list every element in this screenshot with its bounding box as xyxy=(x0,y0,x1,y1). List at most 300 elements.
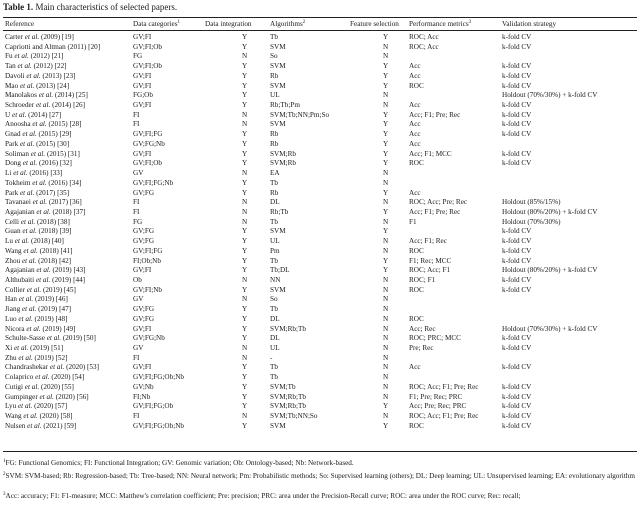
cell-feature-selection: N xyxy=(383,373,389,382)
cell-validation-strategy: k-fold CV xyxy=(502,402,532,411)
cell-performance-metrics: F1; Rec; MCC xyxy=(409,256,452,265)
cell-data-integration: N xyxy=(242,110,248,119)
table-row xyxy=(0,333,640,343)
cell-feature-selection: Y xyxy=(383,130,389,139)
cell-reference: Mao et al. (2013) [24] xyxy=(5,81,70,90)
cell-algorithms: SVM xyxy=(270,120,286,129)
cell-reference: Tan et al. (2012) [22] xyxy=(5,62,67,71)
cell-feature-selection: N xyxy=(383,392,389,401)
cell-data-integration: Y xyxy=(242,139,248,148)
table-row xyxy=(0,119,640,129)
cell-data-integration: Y xyxy=(242,421,248,430)
table-row xyxy=(0,178,640,188)
cell-reference: Jiang et al. (2019) [47] xyxy=(5,305,72,314)
cell-algorithms: Rb xyxy=(270,71,279,80)
cell-feature-selection: N xyxy=(383,276,389,284)
cell-feature-selection: N xyxy=(383,217,389,226)
table-row xyxy=(0,61,640,71)
cell-reference: Han et al. (2019) [46] xyxy=(5,295,68,304)
table-row xyxy=(0,139,640,149)
cell-algorithms: Rb;Tb;Pm xyxy=(270,101,300,110)
cell-validation-strategy: k-fold CV xyxy=(502,62,532,71)
table-label: Table 1. xyxy=(3,2,34,12)
cell-feature-selection: Y xyxy=(383,402,389,411)
cell-data-integration: Y xyxy=(242,91,248,100)
cell-algorithms: DL xyxy=(270,198,280,207)
header-rule xyxy=(3,30,637,31)
table-row xyxy=(0,129,640,139)
cell-data-integration: Y xyxy=(242,188,248,197)
cell-validation-strategy: k-fold CV xyxy=(502,237,532,246)
cell-performance-metrics: Acc xyxy=(409,101,421,110)
cell-performance-metrics: Pre; Rec xyxy=(409,344,434,353)
cell-algorithms: Rb;Tb xyxy=(270,207,289,216)
cell-validation-strategy: k-fold CV xyxy=(502,159,532,168)
cell-reference: Cutigi et al. (2020) [55] xyxy=(5,382,74,391)
cell-reference: Lyu et al. (2020) [57] xyxy=(5,402,68,411)
cell-validation-strategy: k-fold CV xyxy=(502,412,532,421)
table-row xyxy=(0,81,640,91)
cell-data-categories: GV;FI;Nb xyxy=(133,285,163,294)
cell-feature-selection: N xyxy=(383,246,389,255)
cell-algorithms: SVM;Tb;NN;Pm;So xyxy=(270,110,330,119)
cell-data-integration: N xyxy=(242,295,248,304)
cell-validation-strategy: k-fold CV xyxy=(502,33,532,41)
cell-algorithms: Tb xyxy=(270,256,278,265)
cell-performance-metrics: Acc; F1; MCC xyxy=(409,149,452,158)
table-row xyxy=(0,42,640,52)
table-row xyxy=(0,324,640,334)
table-row xyxy=(0,197,640,207)
cell-algorithms: Tb xyxy=(270,305,278,314)
cell-validation-strategy: k-fold CV xyxy=(502,334,532,343)
cell-algorithms: DL xyxy=(270,314,280,323)
cell-data-integration: Y xyxy=(242,256,248,265)
cell-performance-metrics: ROC xyxy=(409,314,424,323)
cell-feature-selection: N xyxy=(383,324,389,333)
table-row xyxy=(0,51,640,61)
cell-data-categories: GV;FI xyxy=(133,71,152,80)
table-row xyxy=(0,246,640,256)
cell-data-categories: GV;FI;FG;Nb xyxy=(133,178,174,187)
table-row xyxy=(0,421,640,431)
table-row xyxy=(0,314,640,324)
cell-reference: Collier et al. (2019) [45] xyxy=(5,285,76,294)
cell-reference: Celli et al. (2018) [38] xyxy=(5,217,70,226)
cell-performance-metrics: F1; Pre; Rec; PRC xyxy=(409,392,463,401)
cell-reference: Agajanian et al. (2019) [43] xyxy=(5,266,86,275)
cell-reference: Wang et al. (2018) [41] xyxy=(5,246,73,255)
cell-reference: Schulte-Sasse et al. (2019) [50] xyxy=(5,334,96,343)
cell-feature-selection: Y xyxy=(383,188,389,197)
cell-feature-selection: Y xyxy=(383,71,389,80)
table-row xyxy=(0,110,640,120)
table-caption-text: Main characteristics of selected papers. xyxy=(33,2,178,12)
header-validation-strategy: Validation strategy xyxy=(502,20,557,28)
cell-feature-selection: Y xyxy=(383,81,389,90)
cell-algorithms: EA xyxy=(270,169,280,178)
cell-algorithms: SVM xyxy=(270,285,286,294)
cell-feature-selection: N xyxy=(383,363,389,372)
cell-feature-selection: Y xyxy=(383,139,389,148)
cell-validation-strategy: Holdout (70%/30%) + k-fold CV xyxy=(502,91,598,100)
cell-data-integration: Y xyxy=(242,382,248,391)
cell-reference: Tokheim et al. (2016) [34] xyxy=(5,178,82,187)
cell-data-categories: GV;FI;FG;Ob;Nb xyxy=(133,373,184,382)
cell-performance-metrics: ROC; Acc; F1 xyxy=(409,266,451,275)
header-data-categories: Data categories$^1$ xyxy=(133,20,180,28)
table-row xyxy=(0,411,640,421)
cell-performance-metrics: Acc; Rec xyxy=(409,324,436,333)
table-row xyxy=(0,188,640,198)
cell-data-integration: Y xyxy=(242,130,248,139)
table-row xyxy=(0,71,640,81)
cell-data-integration: Y xyxy=(242,392,248,401)
top-rule xyxy=(3,17,637,18)
cell-data-categories: GV;FI;FG xyxy=(133,130,163,139)
cell-data-categories: GV;FG xyxy=(133,305,155,314)
cell-algorithms: UL xyxy=(270,344,280,353)
cell-data-categories: GV;FG xyxy=(133,314,155,323)
cell-feature-selection: Y xyxy=(383,207,389,216)
cell-data-integration: N xyxy=(242,120,248,129)
table-caption xyxy=(3,2,177,12)
cell-algorithms: SVM;Rb;Tb xyxy=(270,392,306,401)
cell-validation-strategy: Holdout (80%/20%) + k-fold CV xyxy=(502,207,598,216)
cell-reference: Davoli et al. (2013) [23] xyxy=(5,71,76,80)
cell-reference: Li et al. (2016) [33] xyxy=(5,169,63,178)
cell-data-categories: Ob xyxy=(133,276,142,284)
cell-data-integration: Y xyxy=(242,237,248,246)
cell-algorithms: UL xyxy=(270,91,280,100)
cell-validation-strategy: k-fold CV xyxy=(502,382,532,391)
cell-validation-strategy: k-fold CV xyxy=(502,392,532,401)
cell-performance-metrics: Acc xyxy=(409,130,421,139)
cell-data-categories: FI xyxy=(133,120,140,129)
cell-reference: Lu et al. (2018) [40] xyxy=(5,237,64,246)
footnote-2: $^2$SVM: SVM-based; Rb: Regression-based; Tb: Tree-based; NN: Neural network; Pm: Probabilistic methods; So: Supervised learning (others); DL: Deep learning; UL: Unsupervised learning; EA: evolutionary algorithm xyxy=(3,472,635,480)
cell-data-integration: Y xyxy=(242,62,248,71)
cell-feature-selection: N xyxy=(383,101,389,110)
cell-data-integration: Y xyxy=(242,101,248,110)
cell-feature-selection: N xyxy=(383,285,389,294)
cell-reference: U et al. (2014) [27] xyxy=(5,110,62,119)
table-row xyxy=(0,285,640,295)
cell-feature-selection: N xyxy=(383,305,389,314)
cell-reference: Dong et al. (2016) [32] xyxy=(5,159,72,168)
table-row xyxy=(0,372,640,382)
cell-data-categories: GV;FI;Ob xyxy=(133,62,163,71)
header-feature-selection: Feature selection xyxy=(350,20,399,28)
cell-algorithms: Rb xyxy=(270,188,279,197)
cell-reference: Althubaiti et al. (2019) [44] xyxy=(5,276,86,284)
table-row xyxy=(0,158,640,168)
cell-algorithms: SVM xyxy=(270,42,286,51)
cell-performance-metrics: Acc xyxy=(409,62,421,71)
cell-validation-strategy: k-fold CV xyxy=(502,120,532,129)
cell-feature-selection: N xyxy=(383,42,389,51)
cell-data-categories: GV;FG xyxy=(133,237,155,246)
cell-data-integration: N xyxy=(242,276,248,284)
table-row xyxy=(0,392,640,402)
cell-feature-selection: Y xyxy=(383,266,389,275)
cell-data-categories: GV;FG xyxy=(133,227,155,236)
cell-data-categories: GV;FI xyxy=(133,363,152,372)
cell-feature-selection: N xyxy=(383,237,389,246)
cell-algorithms: UL xyxy=(270,237,280,246)
table-row xyxy=(0,207,640,217)
cell-performance-metrics: Acc; Pre; Rec; PRC xyxy=(409,402,467,411)
cell-reference: Gnad et al. (2015) [29] xyxy=(5,130,72,139)
cell-algorithms: SVM;Tb xyxy=(270,382,296,391)
cell-performance-metrics: ROC xyxy=(409,285,424,294)
cell-algorithms: SVM;Rb;Tb xyxy=(270,324,306,333)
cell-data-categories: GV;FG xyxy=(133,188,155,197)
cell-validation-strategy: k-fold CV xyxy=(502,42,532,51)
cell-data-categories: GV;FI xyxy=(133,324,152,333)
cell-performance-metrics: ROC xyxy=(409,421,424,430)
cell-algorithms: SVM xyxy=(270,227,286,236)
cell-data-categories: FG xyxy=(133,217,143,226)
cell-reference: Zhou et al. (2018) [42] xyxy=(5,256,72,265)
table-row xyxy=(0,100,640,110)
cell-feature-selection: Y xyxy=(383,421,389,430)
cell-data-integration: N xyxy=(242,217,248,226)
cell-performance-metrics: ROC; Acc xyxy=(409,42,439,51)
cell-data-categories: GV xyxy=(133,344,144,353)
cell-performance-metrics: Acc xyxy=(409,120,421,129)
cell-algorithms: Tb xyxy=(270,33,278,41)
cell-feature-selection: Y xyxy=(383,110,389,119)
table-row xyxy=(0,265,640,275)
cell-reference: Park et al. (2015) [30] xyxy=(5,139,70,148)
cell-data-categories: FG;Ob xyxy=(133,91,153,100)
cell-performance-metrics: ROC xyxy=(409,159,424,168)
cell-feature-selection: Y xyxy=(383,120,389,129)
cell-algorithms: SVM;Rb xyxy=(270,159,296,168)
cell-data-integration: Y xyxy=(242,178,248,187)
cell-performance-metrics: Acc xyxy=(409,363,421,372)
cell-data-categories: FI xyxy=(133,353,140,362)
cell-performance-metrics: ROC xyxy=(409,81,424,90)
cell-validation-strategy: k-fold CV xyxy=(502,130,532,139)
table-row xyxy=(0,32,640,42)
cell-validation-strategy: k-fold CV xyxy=(502,149,532,158)
cell-performance-metrics: Acc; F1; Rec xyxy=(409,237,447,246)
cell-data-categories: FI;Nb xyxy=(133,392,151,401)
cell-algorithms: - xyxy=(270,353,273,362)
table-row xyxy=(0,236,640,246)
cell-data-integration: Y xyxy=(242,373,248,382)
cell-data-categories: GV;FI;Ob xyxy=(133,159,163,168)
table-row xyxy=(0,362,640,372)
cell-reference: Luo et al. (2019) [48] xyxy=(5,314,68,323)
header-reference: Reference xyxy=(5,20,35,28)
cell-data-integration: Y xyxy=(242,71,248,80)
cell-data-integration: Y xyxy=(242,305,248,314)
cell-data-integration: N xyxy=(242,412,248,421)
cell-reference: Chandrashekar et al. (2020) [53] xyxy=(5,363,100,372)
cell-performance-metrics: Acc xyxy=(409,188,421,197)
cell-reference: Soliman et al. (2015) [31] xyxy=(5,149,80,158)
cell-feature-selection: Y xyxy=(383,227,389,236)
cell-performance-metrics: Acc; F1; Pre; Rec xyxy=(409,207,461,216)
cell-validation-strategy: Holdout (70%/30%) + k-fold CV xyxy=(502,324,598,333)
cell-reference: Anoosha et al. (2015) [28] xyxy=(5,120,82,129)
cell-performance-metrics: ROC; F1 xyxy=(409,276,436,284)
cell-validation-strategy: k-fold CV xyxy=(502,71,532,80)
cell-reference: Fu et al. (2012) [21] xyxy=(5,52,64,61)
cell-reference: Colaprico et al. (2020) [54] xyxy=(5,373,85,382)
cell-data-categories: GV;FI xyxy=(133,149,152,158)
cell-data-categories: FI xyxy=(133,198,140,207)
cell-validation-strategy: k-fold CV xyxy=(502,101,532,110)
cell-data-categories: GV;FI;FG;Ob xyxy=(133,402,174,411)
cell-performance-metrics: F1 xyxy=(409,217,417,226)
cell-validation-strategy: k-fold CV xyxy=(502,81,532,90)
cell-algorithms: Tb xyxy=(270,178,278,187)
header-data-integration: Data integration xyxy=(205,20,252,28)
cell-reference: Capriotti and Altman (2011) [20] xyxy=(5,42,101,51)
cell-data-categories: GV;FI xyxy=(133,101,152,110)
cell-data-categories: GV;FI xyxy=(133,81,152,90)
table-row xyxy=(0,90,640,100)
cell-algorithms: Pm xyxy=(270,246,280,255)
cell-data-integration: Y xyxy=(242,324,248,333)
table-row xyxy=(0,382,640,392)
cell-validation-strategy: k-fold CV xyxy=(502,276,532,284)
table-row xyxy=(0,226,640,236)
cell-feature-selection: N xyxy=(383,295,389,304)
cell-reference: Wang et al. (2020) [58] xyxy=(5,412,73,421)
cell-algorithms: NN xyxy=(270,276,281,284)
cell-data-integration: Y xyxy=(242,266,248,275)
cell-algorithms: So xyxy=(270,52,278,61)
header-algorithms: Algorithms$^2$ xyxy=(270,20,306,28)
cell-data-integration: Y xyxy=(242,81,248,90)
cell-reference: Agajanian et al. (2018) [37] xyxy=(5,207,86,216)
cell-data-categories: FG xyxy=(133,52,143,61)
cell-data-integration: N xyxy=(242,52,248,61)
cell-data-categories: FI xyxy=(133,207,140,216)
cell-algorithms: Rb xyxy=(270,139,279,148)
cell-performance-metrics: ROC xyxy=(409,246,424,255)
table-row xyxy=(0,149,640,159)
cell-data-integration: N xyxy=(242,198,248,207)
footnote-3: $^3$Acc: accuracy; F1: F1-measure; MCC: Matthew's correlation coefficient; Pre: precision; PRC: area under the Precision-Recall curve; ROC: area under the ROC curve; Rec: recall; xyxy=(3,492,521,500)
cell-data-categories: GV;FI;Ob xyxy=(133,42,163,51)
cell-reference: Nicora et al. (2019) [49] xyxy=(5,324,76,333)
cell-reference: Carter et al. (2009) [19] xyxy=(5,33,74,41)
cell-feature-selection: N xyxy=(383,169,389,178)
cell-performance-metrics: ROC; PRC; MCC xyxy=(409,334,461,343)
cell-reference: Nulsen et al. (2021) [59] xyxy=(5,421,77,430)
cell-validation-strategy: k-fold CV xyxy=(502,256,532,265)
cell-data-integration: Y xyxy=(242,314,248,323)
cell-reference: Park et al. (2017) [35] xyxy=(5,188,70,197)
cell-data-categories: GV xyxy=(133,169,144,178)
cell-algorithms: SVM;Rb;Tb xyxy=(270,402,306,411)
cell-data-integration: Y xyxy=(242,42,248,51)
cell-algorithms: Tb xyxy=(270,373,278,382)
cell-performance-metrics: Acc xyxy=(409,71,421,80)
cell-feature-selection: N xyxy=(383,314,389,323)
cell-feature-selection: N xyxy=(383,91,389,100)
cell-data-categories: GV;FI xyxy=(133,33,152,41)
cell-reference: Xi et al. (2019) [51] xyxy=(5,344,64,353)
cell-feature-selection: N xyxy=(383,334,389,343)
table-row xyxy=(0,343,640,353)
cell-performance-metrics: ROC; Acc; F1; Pre; Rec xyxy=(409,382,479,391)
cell-feature-selection: N xyxy=(383,353,389,362)
cell-performance-metrics: ROC; Acc; Pre; Rec xyxy=(409,198,468,207)
cell-algorithms: So xyxy=(270,295,278,304)
cell-data-integration: N xyxy=(242,344,248,353)
cell-feature-selection: Y xyxy=(383,159,389,168)
cell-algorithms: SVM xyxy=(270,62,286,71)
cell-feature-selection: Y xyxy=(383,62,389,71)
cell-data-categories: FI xyxy=(133,412,140,421)
cell-reference: Zhu et al. (2019) [52] xyxy=(5,353,68,362)
cell-algorithms: Tb xyxy=(270,217,278,226)
cell-validation-strategy: k-fold CV xyxy=(502,421,532,430)
cell-algorithms: SVM;Rb xyxy=(270,149,296,158)
table-row xyxy=(0,275,640,285)
cell-data-categories: GV;FI xyxy=(133,266,152,275)
cell-algorithms: SVM xyxy=(270,421,286,430)
table-header xyxy=(0,19,640,29)
cell-data-integration: Y xyxy=(242,227,248,236)
cell-validation-strategy: k-fold CV xyxy=(502,285,532,294)
cell-validation-strategy: Holdout (85%/15%) xyxy=(502,198,561,207)
cell-reference: Gumpinger et al. (2020) [56] xyxy=(5,392,89,401)
cell-data-categories: GV;Nb xyxy=(133,382,154,391)
cell-data-categories: GV;FI;FG;Ob;Nb xyxy=(133,421,184,430)
cell-validation-strategy: k-fold CV xyxy=(502,227,532,236)
cell-data-categories: GV xyxy=(133,295,144,304)
cell-data-integration: Y xyxy=(242,363,248,372)
cell-data-integration: Y xyxy=(242,402,248,411)
cell-performance-metrics: ROC; Acc xyxy=(409,33,439,41)
cell-data-integration: Y xyxy=(242,334,248,343)
cell-data-categories: GV;FI;FG xyxy=(133,246,163,255)
cell-feature-selection: N xyxy=(383,178,389,187)
cell-performance-metrics: Acc; F1; Pre; Rec xyxy=(409,110,461,119)
table-row xyxy=(0,217,640,227)
cell-algorithms: SVM xyxy=(270,81,286,90)
bottom-rule xyxy=(3,451,637,452)
cell-data-integration: Y xyxy=(242,159,248,168)
cell-validation-strategy: k-fold CV xyxy=(502,363,532,372)
cell-algorithms: SVM;Tb;NN;So xyxy=(270,412,318,421)
cell-feature-selection: Y xyxy=(383,149,389,158)
cell-validation-strategy: k-fold CV xyxy=(502,344,532,353)
table-row xyxy=(0,353,640,363)
cell-reference: Tavanaei et al. (2017) [36] xyxy=(5,198,82,207)
cell-algorithms: Tb xyxy=(270,363,278,372)
table-row xyxy=(0,256,640,266)
cell-data-integration: Y xyxy=(242,33,248,41)
cell-algorithms: Rb xyxy=(270,130,279,139)
cell-reference: Schroeder et al. (2014) [26] xyxy=(5,101,86,110)
cell-validation-strategy: k-fold CV xyxy=(502,246,532,255)
cell-data-categories: FI;Ob;Nb xyxy=(133,256,161,265)
cell-performance-metrics: Acc xyxy=(409,139,421,148)
table-row xyxy=(0,401,640,411)
cell-data-integration: Y xyxy=(242,246,248,255)
cell-validation-strategy: k-fold CV xyxy=(502,110,532,119)
cell-feature-selection: N xyxy=(383,52,389,61)
